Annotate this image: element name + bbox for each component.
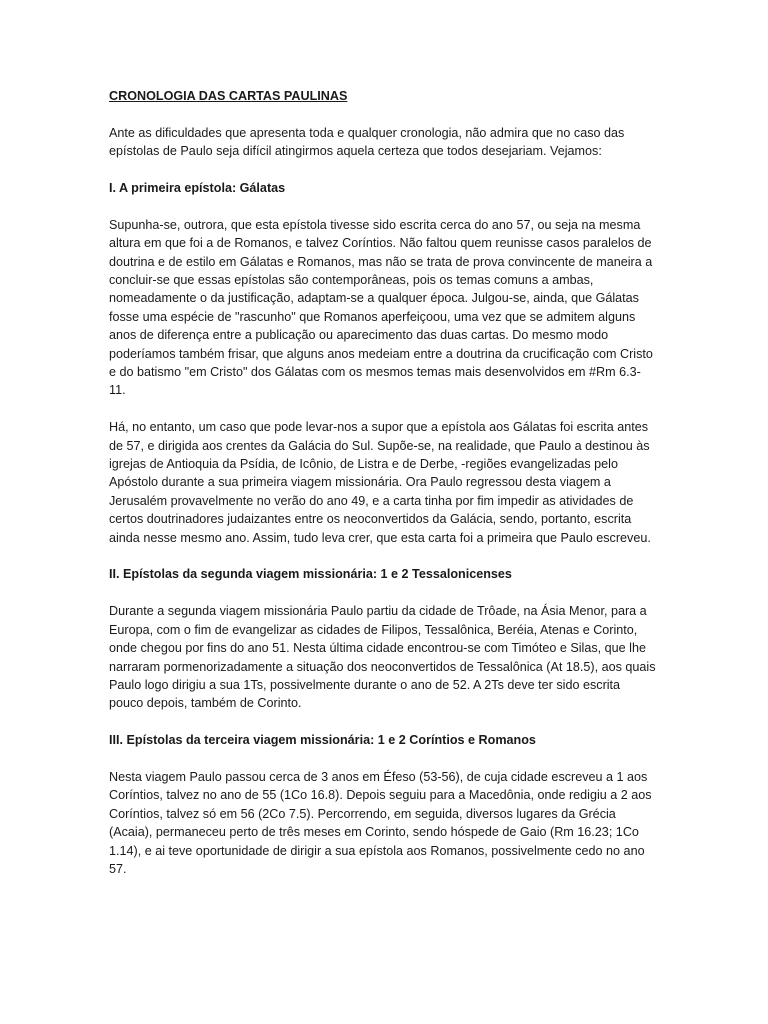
spacer bbox=[109, 400, 657, 418]
section-heading-galatas: I. A primeira epístola: Gálatas bbox=[109, 181, 286, 195]
paragraph: Há, no entanto, um caso que pode levar-nos a supor que a epístola aos Gálatas foi escrita antes de 57, e dirigida aos crentes da Galácia do Sul. Supõe-se, na realidade, que Paulo a destinou às igrejas de Antioquia da Psídia, de Icônio, de Listra e de Derbe, -regiões evangelizadas pelo Apóstolo durante a sua primeira viagem missionária. Ora Paulo regressou desta viagem a Jerusalém provavelmente no verão do ano 49, e a carta tinha por fim impedir as atividades de certos doutrinadores judaizantes entre os neoconvertidos da Galácia, sendo, portanto, escrita ainda nesse mesmo ano. Assim, tudo leva crer, que esta carta foi a primeira que Paulo escreveu. bbox=[109, 420, 651, 545]
spacer bbox=[109, 750, 657, 768]
spacer bbox=[109, 105, 657, 123]
paragraph: Nesta viagem Paulo passou cerca de 3 anos em Éfeso (53-56), de cuja cidade escreveu a 1 aos Coríntios, talvez no ano de 55 (1Co 16.8). Depois seguiu para a Macedônia, onde redigiu a 2 aos Coríntios, talvez só em 56 (2Co 7.5). Percorrendo, em seguida, diversos lugares da Grécia (Acaia), permaneceu perto de três meses em Corinto, sendo hóspede de Gaio (Rm 16.23; 1Co 1.14), e ai teve oportunidade de dirigir a sua epístola aos Romanos, possivelmente cedo no ano 57. bbox=[109, 769, 652, 876]
section-heading-corintios-romanos: III. Epístolas da terceira viagem missionária: 1 e 2 Coríntios e Romanos bbox=[109, 733, 536, 748]
section-heading-tessalonicenses: II. Epístolas da segunda viagem missionária: 1 e 2 Tessalonicenses bbox=[109, 567, 512, 582]
intro-paragraph: Ante as dificuldades que apresenta toda e qualquer cronologia, não admira que no caso das epístolas de Paulo seja difícil atingirmos aquela certeza que todos desejariam. Vejamos: bbox=[109, 125, 625, 159]
paragraph: Durante a segunda viagem missionária Paulo partiu da cidade de Trôade, na Ásia Menor, para a Europa, com o fim de evangelizar as cidades de Filipos, Tessalônica, Beréia, Atenas e Corinto, onde chegou por fins do ano 51. Nesta última cidade encontrou-se com Timóteo e Silas, que lhe narraram pormenorizadamente a situação dos neoconvertidos de Tessalônica (At 18.5), aos quais Paulo logo dirigiu a sua 1Ts, possivelmente durante o ano de 52. A 2Ts deve ter sido escrita pouco depois, também de Corinto. bbox=[109, 604, 656, 711]
spacer bbox=[109, 161, 657, 179]
document-page bbox=[109, 87, 657, 878]
paragraph: Supunha-se, outrora, que esta epístola tivesse sido escrita cerca do ano 57, ou seja na mesma altura em que foi a de Romanos, e talvez Coríntios. Não faltou quem reunisse casos paralelos de doutrina e de estilo em Gálatas e Romanos, mas não se trata de prova convincente de maneira a concluir-se que essas epístolas são contemporâneas, pois os temas comuns a ambas, nomeadamente o da justificação, adaptam-se a qualquer época. Julgou-se, ainda, que Gálatas fosse uma espécie de "rascunho" que Romanos aperfeiçoou, uma vez que se admitem alguns anos de diferença entre a publicação ou aparecimento das duas cartas. Do mesmo modo poderíamos também frisar, que alguns anos medeiam entre a doutrina da crucificação com Cristo e do batismo "em Cristo" dos Gálatas com os mesmos temas mais desenvolvidos em #Rm 6.3-11. bbox=[109, 217, 653, 398]
spacer bbox=[109, 713, 657, 731]
spacer bbox=[109, 547, 657, 565]
document-title: CRONOLOGIA DAS CARTAS PAULINAS bbox=[109, 89, 348, 103]
spacer bbox=[109, 197, 657, 215]
spacer bbox=[109, 584, 657, 602]
